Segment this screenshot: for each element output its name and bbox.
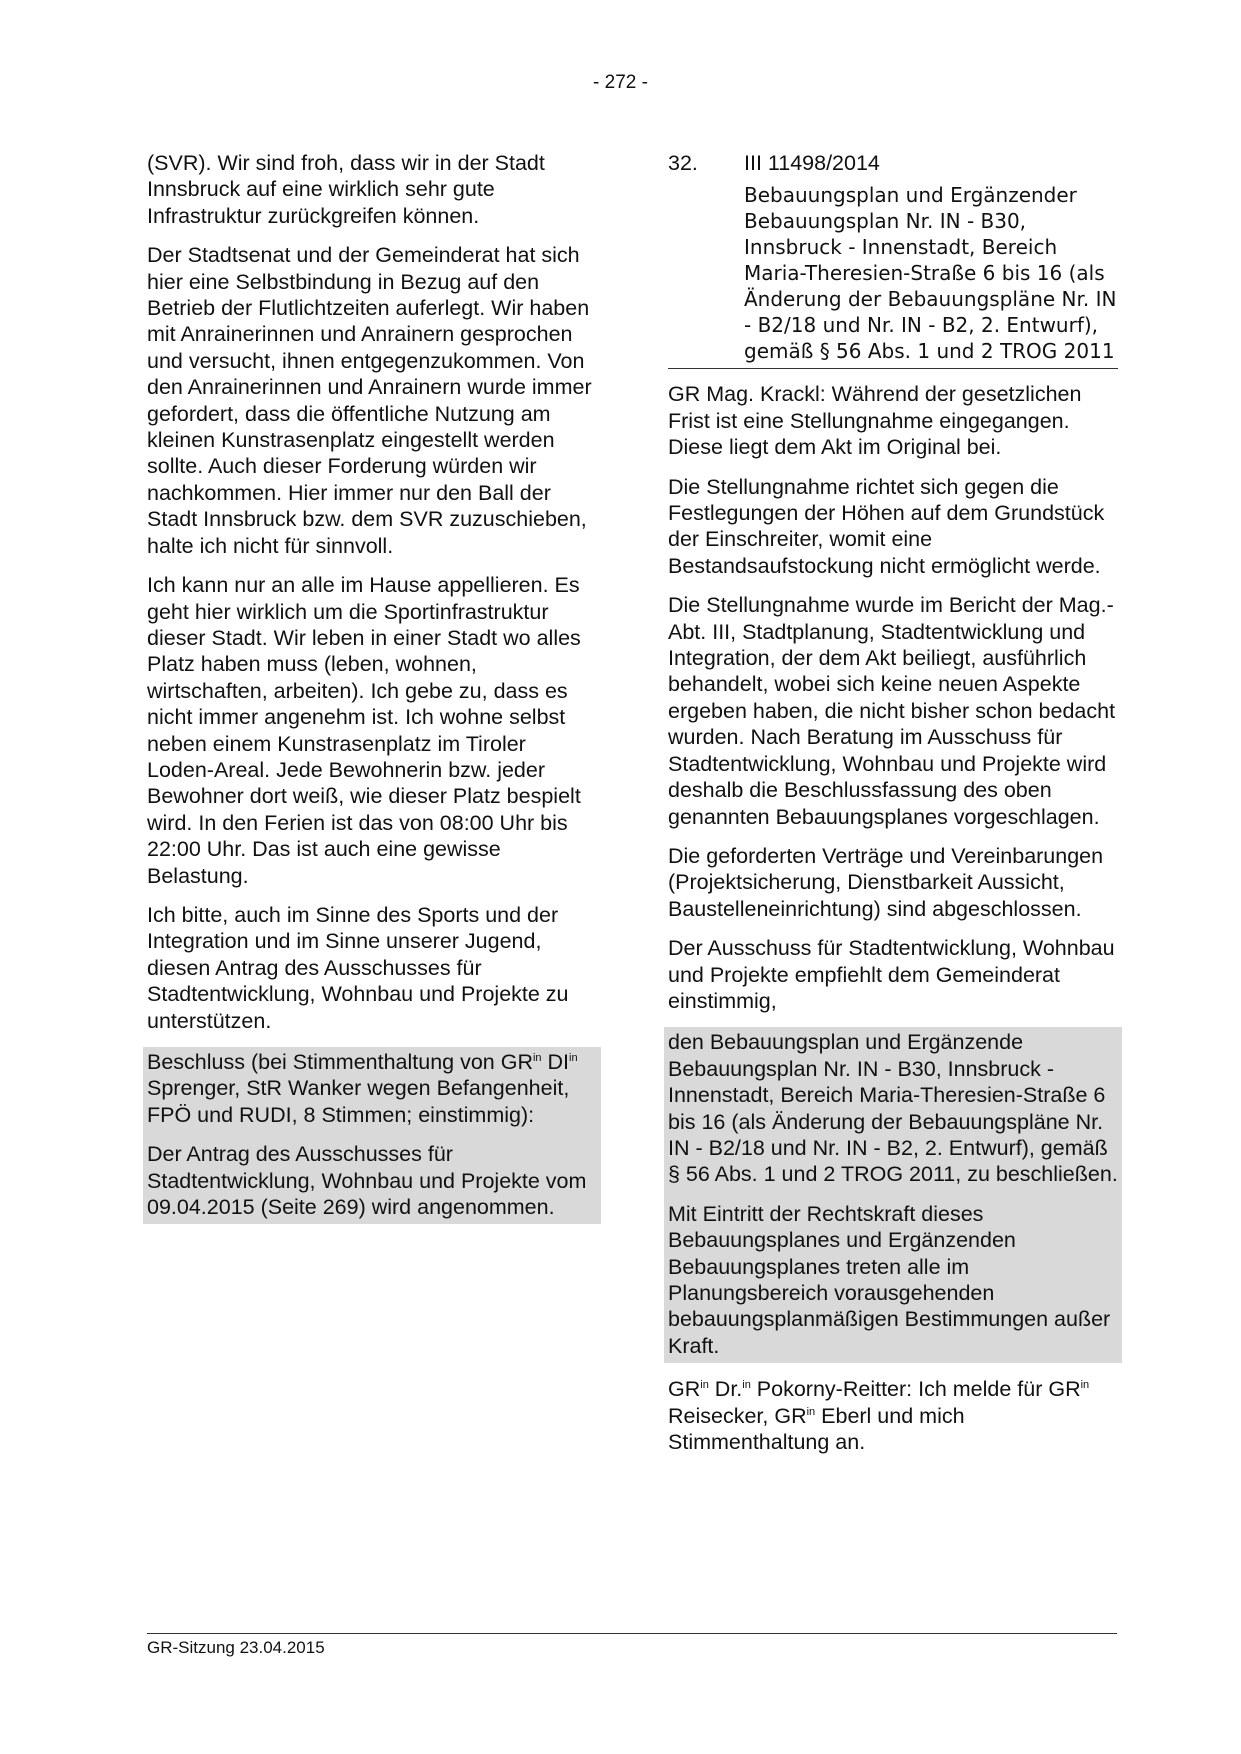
footer-text: GR-Sitzung 23.04.2015 xyxy=(147,1638,325,1657)
right-column xyxy=(668,150,1118,1468)
recommendation-text: den Bebauungsplan und Ergänzende Bebauungsplan Nr. IN - B30, Innsbruck - Innenstadt, Bereich Maria-Theresien-Straße 6 bis 16 (als Änderung der Bebauungspläne Nr. IN - B2/18 und Nr. IN - B2, 2. Entwurf), gemäß § 56 Abs. 1 und 2 TROG 2011, zu beschließen. xyxy=(668,1030,1118,1187)
paragraph: Der Stadtsenat und der Gemeinderat hat sich hier eine Selbstbindung in Bezug auf den Betrieb der Flutlichtzeiten auferlegt. Wir haben mit Anrainerinnen und Anrainern gesprochen und versucht, ihnen entgegenzukommen. Von den Anrainerinnen und Anrainern wurde immer gefordert, dass die öffentliche Nutzung am kleinen Kunstrasenplatz eingestellt werden sollte. Auch dieser Forderung würden wir nachkommen. Hier immer nur den Ball der Stadt Innsbruck bzw. dem SVR zuzuschieben, halte ich nicht für sinnvoll. xyxy=(147,243,592,558)
paragraph: (SVR). Wir sind froh, dass wir in der Stadt Innsbruck auf eine wirklich sehr gute Infrastruktur zurückgreifen können. xyxy=(147,151,545,228)
recommendation-box xyxy=(664,1027,1122,1363)
paragraph: GR Mag. Krackl: Während der gesetzlichen Frist ist eine Stellungnahme eingegangen. Diese liegt dem Akt im Original bei. xyxy=(668,382,1082,460)
paragraph: Der Ausschuss für Stadtentwicklung, Wohnbau und Projekte empfiehlt dem Gemeinderat einstimmig, xyxy=(668,936,1115,1013)
paragraph: Die Stellungnahme wurde im Bericht der Mag.-Abt. III, Stadtplanung, Stadtentwicklung und Integration, der dem Akt beiliegt, ausführlich behandelt, wobei sich keine neuen Aspekte ergeben haben, die nicht bisher schon bedacht wurden. Nach Beratung im Ausschuss für Stadtentwicklung, Wohnbau und Projekte wird deshalb die Beschlussfassung des oben genannten Bebauungsplanes vorgeschlagen. xyxy=(668,593,1116,829)
agenda-item-title-block xyxy=(668,182,1118,369)
closing-statement: $GR^{in}$ Dr.$^{in}$ Pokorny-Reitter: Ich melde für $GR^{in}$ Reisecker, $GR^{in}$ Eberl und mich Stimmenthaltung an. xyxy=(668,1377,1090,1455)
decision-box xyxy=(143,1047,601,1224)
paragraph: Ich kann nur an alle im Hause appellieren. Es geht hier wirklich um die Sportinfrastruktur dieser Stadt. Wir leben in einer Stadt wo alles Platz haben muss (leben, wohnen, wirtschaften, arbeiten). Ich gebe zu, dass es nicht immer angenehm ist. Ich wohne selbst neben einem Kunstrasenplatz im Tiroler Loden-Areal. Jede Bewohnerin bzw. jeder Bewohner dort weiß, wie dieser Platz bespielt wird. In den Ferien ist das von 08:00 Uhr bis 22:00 Uhr. Das ist auch eine gewisse Belastung. xyxy=(147,573,581,888)
agenda-item-number: 32. xyxy=(668,151,698,175)
decision-heading: Beschluss (bei Stimmenthaltung von $GR^{in}$ $DI^{in}$ Sprenger, StR Wanker wegen Befangenheit, FPÖ und RUDI, 8 Stimmen; einstimmig): xyxy=(147,1050,578,1127)
agenda-item-reference: III 11498/2014 xyxy=(744,151,880,175)
paragraph: Die geforderten Verträge und Vereinbarungen (Projektsicherung, Dienstbarkeit Aussicht, Baustelleneinrichtung) sind abgeschlossen. xyxy=(668,843,1104,921)
agenda-item-header xyxy=(668,150,1118,176)
agenda-item-title: Bebauungsplan und Ergänzender Bebauungsplan Nr. IN - B30, Innsbruck - Innenstadt, Bereich Maria-Theresien-Straße 6 bis 16 (als Änderung der Bebauungspläne Nr. IN - B2/18 und Nr. IN - B2, 2. Entwurf), gemäß § 56 Abs. 1 und 2 TROG 2011 xyxy=(744,183,1117,364)
page-number: - 272 - xyxy=(593,72,648,93)
paragraph: Die Stellungnahme richtet sich gegen die Festlegungen der Höhen auf dem Grundstück der Einschreiter, womit eine Bestandsaufstockung nicht ermöglicht werde. xyxy=(668,474,1105,578)
paragraph: Ich bitte, auch im Sinne des Sports und der Integration und im Sinne unserer Jugend, diesen Antrag des Ausschusses für Stadtentwicklung, Wohnbau und Projekte zu unterstützen. xyxy=(147,902,569,1033)
left-column xyxy=(147,150,597,1224)
recommendation-text: Mit Eintritt der Rechtskraft dieses Bebauungsplanes und Ergänzenden Bebauungsplanes treten alle im Planungsbereich vorausgehenden bebauungsplanmäßigen Bestimmungen außer Kraft. xyxy=(668,1201,1111,1358)
decision-text: Der Antrag des Ausschusses für Stadtentwicklung, Wohnbau und Projekte vom 09.04.2015 (Seite 269) wird angenommen. xyxy=(147,1142,587,1220)
footer-divider xyxy=(147,1633,1117,1634)
